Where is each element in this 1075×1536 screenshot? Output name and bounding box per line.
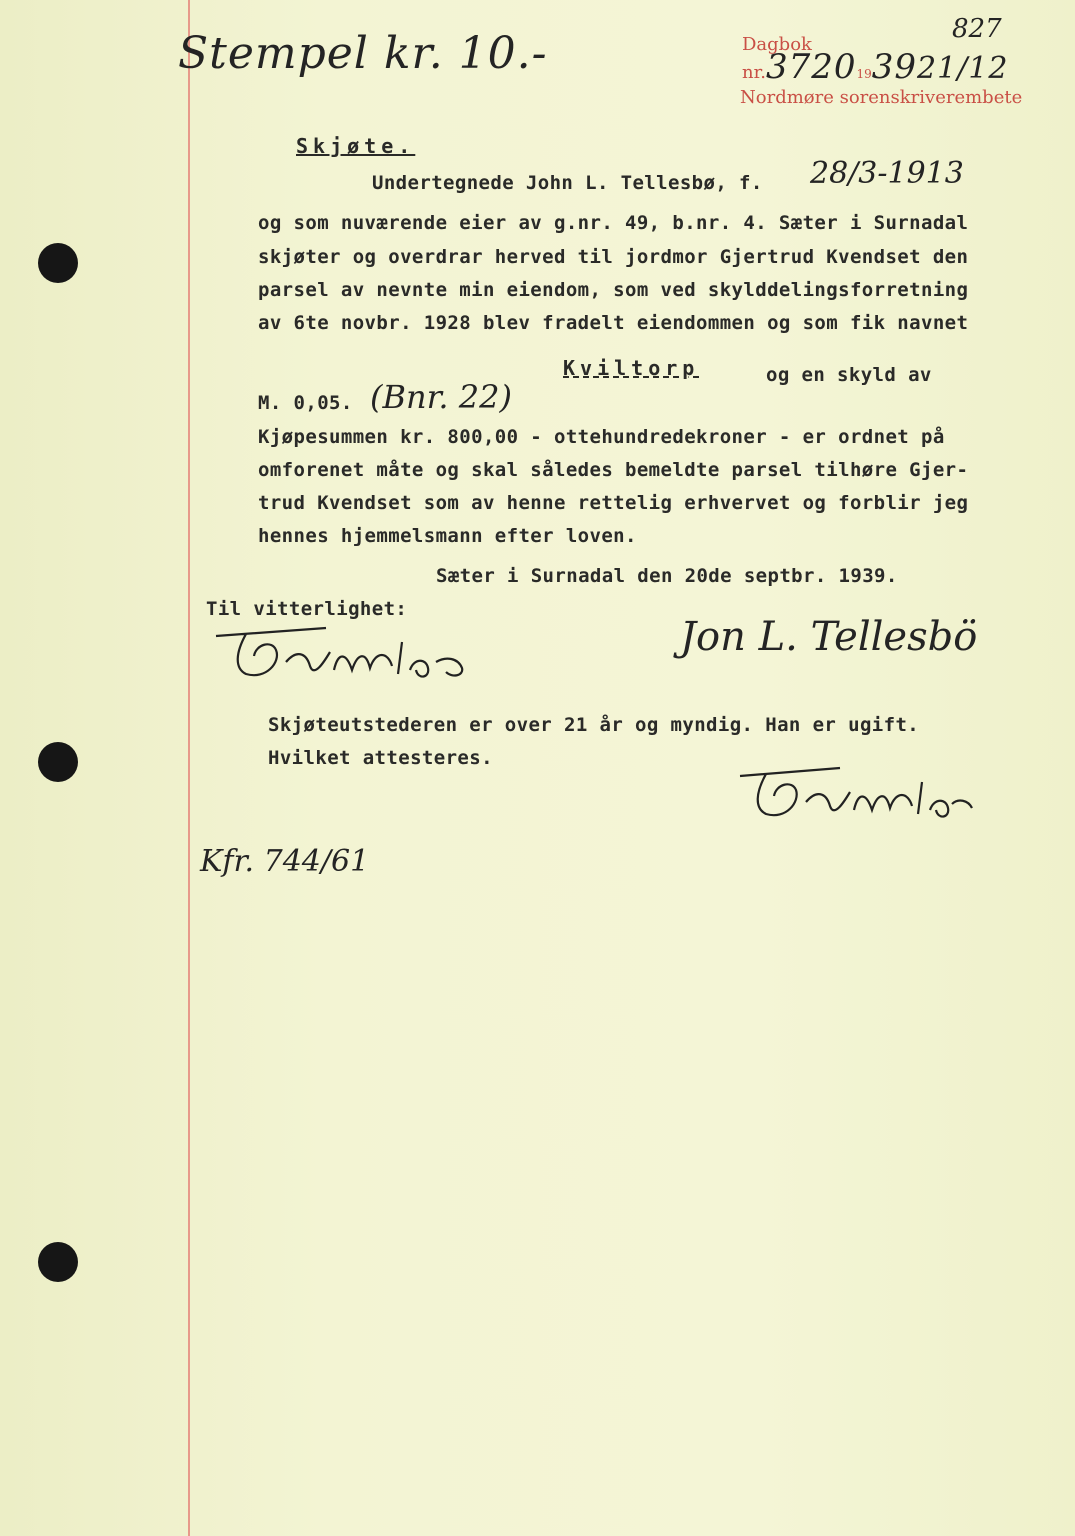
dagbok-date: 21/12 [917, 51, 1009, 86]
dagbok-label: Dagbok nr. [742, 34, 812, 83]
seller-signature: Jon L. Tellesbö [680, 614, 978, 660]
place-date: Sæter i Surnadal den 20de septbr. 1939. [436, 565, 898, 587]
dagbok-year: 39 [871, 47, 918, 87]
year-prefix: 19 [856, 67, 872, 81]
purchase-line: trud Kvendset som av henne rettelig erhvervet og forblir jeg [258, 492, 969, 514]
birth-date: 28/3-1913 [810, 156, 964, 191]
punch-hole [38, 742, 78, 782]
purchase-line: omforenet måte og skal således bemeldte parsel tilhøre Gjer- [258, 459, 969, 481]
page-number: 827 [952, 14, 1002, 44]
punch-hole [38, 1242, 78, 1282]
punch-hole [38, 243, 78, 283]
body-line: og som nuværende eier av g.nr. 49, b.nr. 4. Sæter i Surnadal [258, 212, 969, 234]
bnr-handwritten: (Bnr. 22) [370, 378, 512, 416]
purchase-line: hennes hjemmelsmann efter loven. [258, 525, 637, 547]
witness-label: Til vitterlighet: [206, 598, 408, 620]
property-suffix: og en skyld av [766, 364, 932, 386]
property-name: Kviltorp [563, 356, 700, 380]
footer-note: Kfr. 744/61 [200, 844, 370, 879]
official-signature [736, 764, 976, 824]
margin-line [188, 0, 190, 1536]
document-title: Skjøte. [296, 134, 416, 158]
witness-signature [206, 622, 476, 684]
property-value: M. 0,05. [258, 392, 353, 414]
registration-stamp [742, 34, 1075, 109]
stamp-fee: Stempel kr. 10.- [178, 28, 548, 79]
body-line: skjøter og overdrar herved til jordmor Gjertrud Kvendset den [258, 246, 969, 268]
office-name: Nordmøre sorenskriverembete [740, 87, 1023, 108]
attestation-line: Hvilket attesteres. [268, 747, 493, 769]
purchase-line: Kjøpesummen kr. 800,00 - ottehundredekroner - er ordnet på [258, 426, 945, 448]
attestation-line: Skjøteutstederen er over 21 år og myndig. Han er ugift. [268, 714, 920, 736]
dagbok-number: 3720 [765, 47, 857, 87]
intro-line: Undertegnede John L. Tellesbø, f. [372, 172, 763, 194]
body-line: parsel av nevnte min eiendom, som ved skylddelingsforretning [258, 279, 969, 301]
body-line: av 6te novbr. 1928 blev fradelt eiendommen og som fik navnet [258, 312, 969, 334]
